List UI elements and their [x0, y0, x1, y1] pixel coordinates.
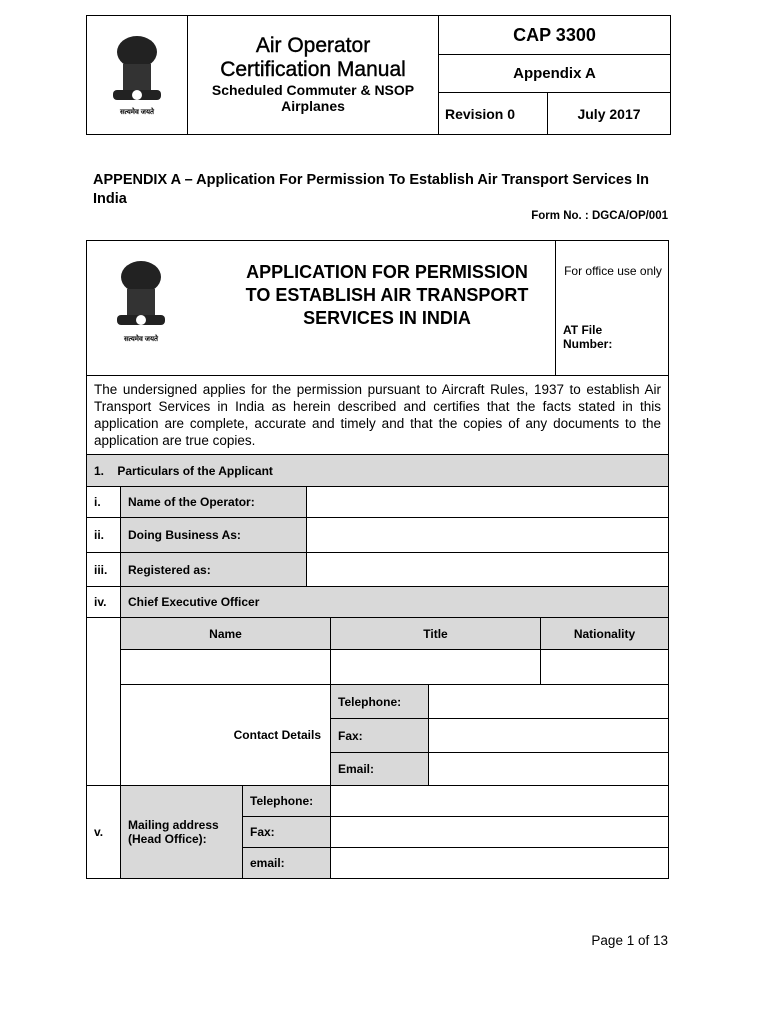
form-title: APPLICATION FOR PERMISSION TO ESTABLISH AIR TRANSPORT SERVICES IN INDIA [245, 262, 529, 328]
mail-email-field[interactable] [330, 847, 669, 879]
ceo-fax-label: Fax: [330, 718, 429, 753]
at-file-label: AT File Number: [563, 323, 613, 351]
office-use-cell [555, 240, 669, 376]
page-number: Page 1 of 13 [591, 933, 668, 948]
ceo-name-header: Name [120, 617, 331, 650]
manual-title-2: Certification Manual [220, 58, 406, 81]
svg-text:सत्यमेव जयते: सत्यमेव जयते [119, 109, 155, 116]
row-number: iv. [86, 586, 121, 618]
contact-details-label: Contact Details [120, 684, 331, 786]
doc-code: CAP 3300 [438, 15, 671, 55]
ceo-name-field[interactable] [120, 649, 331, 685]
ceo-telephone-label: Telephone: [330, 684, 429, 719]
mail-telephone-label: Telephone: [242, 785, 331, 817]
declaration-text: The undersigned applies for the permission pursuant to Aircraft Rules, 1937 to establish Air Transport Services in India as herein described and certifies that the facts stated in this application are complete, accurate and timely and that the copies of any documents to the application are true copies. [86, 375, 669, 455]
mail-telephone-field[interactable] [330, 785, 669, 817]
operator-name-label: Name of the Operator: [120, 486, 307, 518]
national-emblem-icon [111, 255, 171, 345]
revision: Revision 0 [438, 92, 548, 135]
national-emblem-icon [107, 30, 167, 120]
registered-as-label: Registered as: [120, 552, 307, 587]
row-number: ii. [86, 517, 121, 553]
office-use-label: For office use only [564, 264, 662, 278]
mail-email-label: email: [242, 847, 331, 879]
mailing-address-label: Mailing address (Head Office): [120, 785, 243, 879]
ceo-fax-field[interactable] [428, 718, 669, 753]
mail-fax-field[interactable] [330, 816, 669, 848]
form-title-cell [86, 240, 556, 376]
mail-fax-label: Fax: [242, 816, 331, 848]
doing-business-as-field[interactable] [306, 517, 669, 553]
row-number: iii. [86, 552, 121, 587]
ceo-title-field[interactable] [330, 649, 541, 685]
row-number: i. [86, 486, 121, 518]
appendix-label: Appendix A [438, 54, 671, 93]
ceo-nationality-header: Nationality [540, 617, 669, 650]
ceo-telephone-field[interactable] [428, 684, 669, 719]
ceo-email-label: Email: [330, 752, 429, 786]
ceo-label: Chief Executive Officer [120, 586, 669, 618]
date: July 2017 [547, 92, 671, 135]
operator-name-field[interactable] [306, 486, 669, 518]
ceo-nationality-field[interactable] [540, 649, 669, 685]
manual-subtitle: Scheduled Commuter & NSOP Airplanes [211, 82, 415, 114]
emblem-cell [86, 15, 188, 135]
svg-text:सत्यमेव जयते: सत्यमेव जयते [123, 336, 159, 343]
appendix-heading: APPENDIX A – Application For Permission To Establish Air Transport Services In India [93, 172, 649, 207]
doing-business-as-label: Doing Business As: [120, 517, 307, 553]
form-number: Form No. : DGCA/OP/001 [531, 210, 668, 222]
blank-number-cell [86, 617, 121, 786]
section-heading: 1. Particulars of the Applicant [86, 454, 669, 487]
manual-title: Air Operator [255, 34, 371, 57]
ceo-email-field[interactable] [428, 752, 669, 786]
row-number: v. [86, 785, 121, 879]
registered-as-field[interactable] [306, 552, 669, 587]
manual-title-cell [187, 15, 439, 135]
ceo-title-header: Title [330, 617, 541, 650]
